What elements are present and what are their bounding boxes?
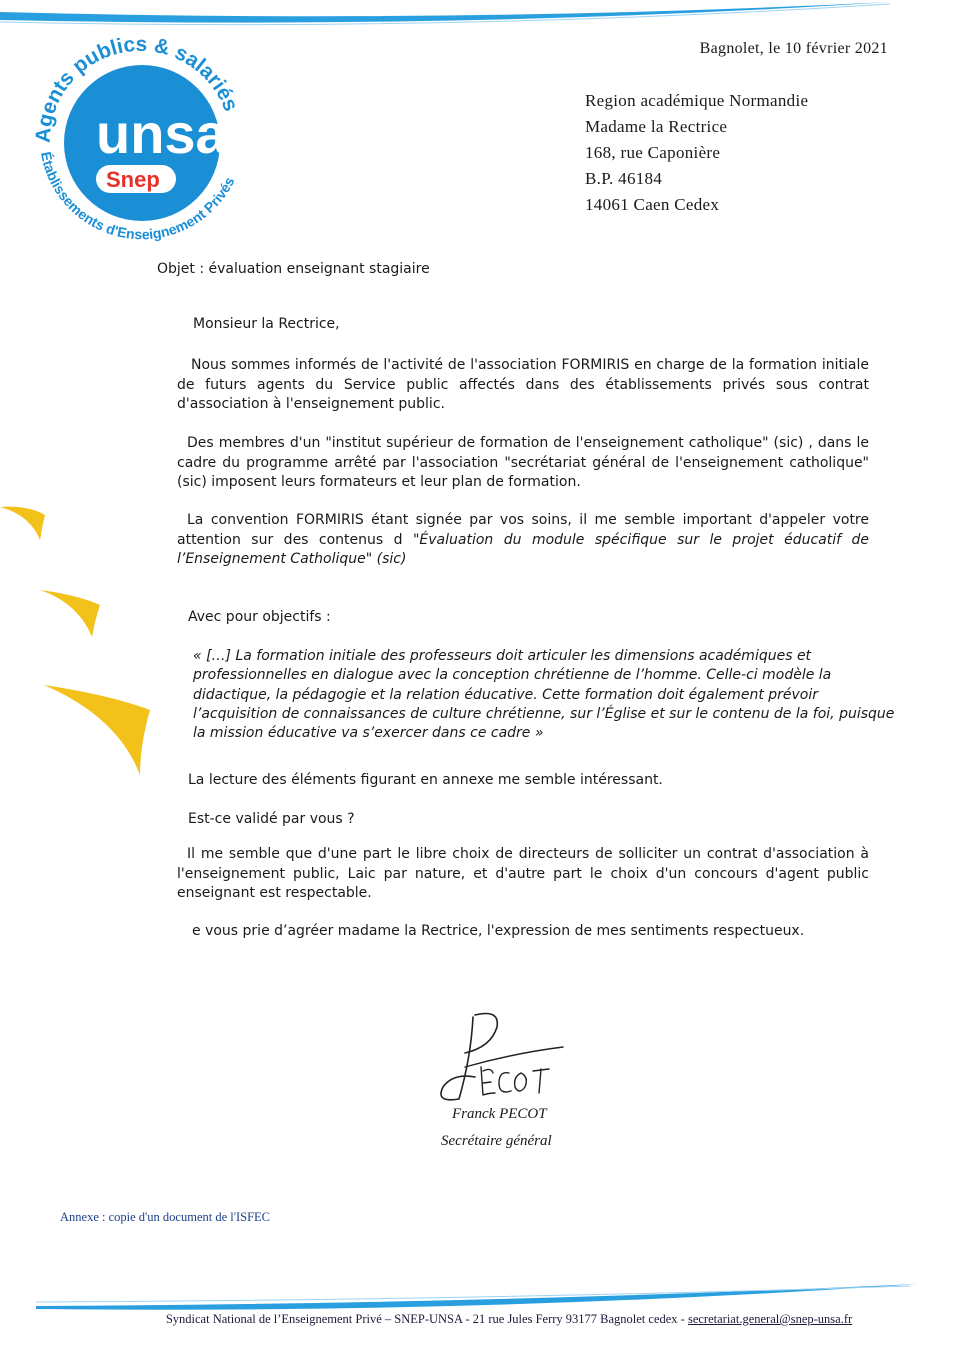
letter-subject: Objet : évaluation enseignant stagiaire [157,261,430,277]
signer-name: Franck PECOT [452,1106,547,1122]
quoted-objectives [193,647,895,743]
paragraph-institut [177,434,869,493]
logo-arc-bottom: Établissements d'Enseignement Privés [37,150,238,243]
quote-line: l’acquisition de connaissances de culture chrétienne, sur l’Église et sur le contenu de la foi, puisque [193,705,895,722]
paragraph-text: Il me semble que d'une part le libre choix de directeurs de solliciter un contrat d'association à l'enseignement public, Laic par nature, et d'autre part le choix d'un concours d'agent public enseignant est respectable. [177,846,869,901]
paragraph-italic-quote: "Évaluation du module spécifique sur le projet éducatif de l’Enseignement Catholique" (sic) [177,531,869,567]
unsa-snep-logo [30,25,250,243]
yellow-feather-decoration [0,495,160,785]
bottom-swoosh-decoration [0,1276,960,1316]
letter-greeting: Monsieur la Rectrice, [193,316,340,332]
paragraph-convention [177,511,869,570]
quote-line: didactique, la pédagogie et la relation éducative. Cette formation doit également prévoir [193,686,819,703]
footer [0,1312,960,1327]
recipient-line: B.P. 46184 [585,169,663,188]
logo-main-text: unsa [96,102,227,165]
paragraph-text: Des membres d'un "institut supérieur de formation de l'enseignement catholique" (sic) , dans le cadre du programme arrêté par l'association "secrétariat général de l'enseignement catholique" (sic) imposent leurs formateurs et leur plan de formation. [177,435,869,490]
logo-arc-top: Agents publics & salariés [31,32,243,144]
closing-formula: e vous prie d’agréer madame la Rectrice, l'expression de mes sentiments respectueux. [192,923,805,939]
recipient-line: Madame la Rectrice [585,117,728,136]
quote-line: « […] La formation initiale des professeurs doit articuler les dimensions académiques et [193,648,812,664]
letter-date: Bagnolet, le 10 février 2021 [699,40,888,57]
annex-note: Annexe : copie d'un document de l'ISFEC [60,1210,271,1224]
handwritten-signature [425,1007,570,1107]
objectives-intro: Avec pour objectifs : [188,609,331,625]
footer-address: Syndicat National de l’Enseignement Privé – SNEP-UNSA - 21 rue Jules Ferry 93177 Bagnolet cedex - [165,1312,688,1326]
paragraph-libre-choix [177,845,869,904]
signer-role: Secrétaire général [441,1133,552,1149]
recipient-line: Region académique Normandie [585,91,809,110]
quote-line: la mission éducative va s’exercer dans ce cadre » [193,725,544,742]
quote-line: professionnelles en dialogue avec la conception chrétienne de l’homme. Celle-ci modèle la [193,667,832,684]
logo-badge-text: Snep [106,167,160,192]
paragraph-text: Nous sommes informés de l'activité de l'association FORMIRIS en charge de la formation initiale de futurs agents du Service public affectés dans des établissements privés sous contrat d'association à l'enseignement public. [177,357,869,412]
paragraph-question: Est-ce validé par vous ? [188,811,355,827]
paragraph-text: La convention FORMIRIS étant signée par vos soins, il me semble important d'appeler votre attention sur des contenus d [177,512,869,548]
recipient-line: 168, rue Caponière [585,143,721,162]
recipient-line: 14061 Caen Cedex [585,195,720,214]
paragraph-annex-reading: La lecture des éléments figurant en annexe me semble intéressant. [188,772,663,788]
recipient-address [585,88,808,218]
paragraph-formiris [177,356,869,415]
footer-email-link[interactable]: secretariat.general@snep-unsa.fr [687,1312,853,1326]
